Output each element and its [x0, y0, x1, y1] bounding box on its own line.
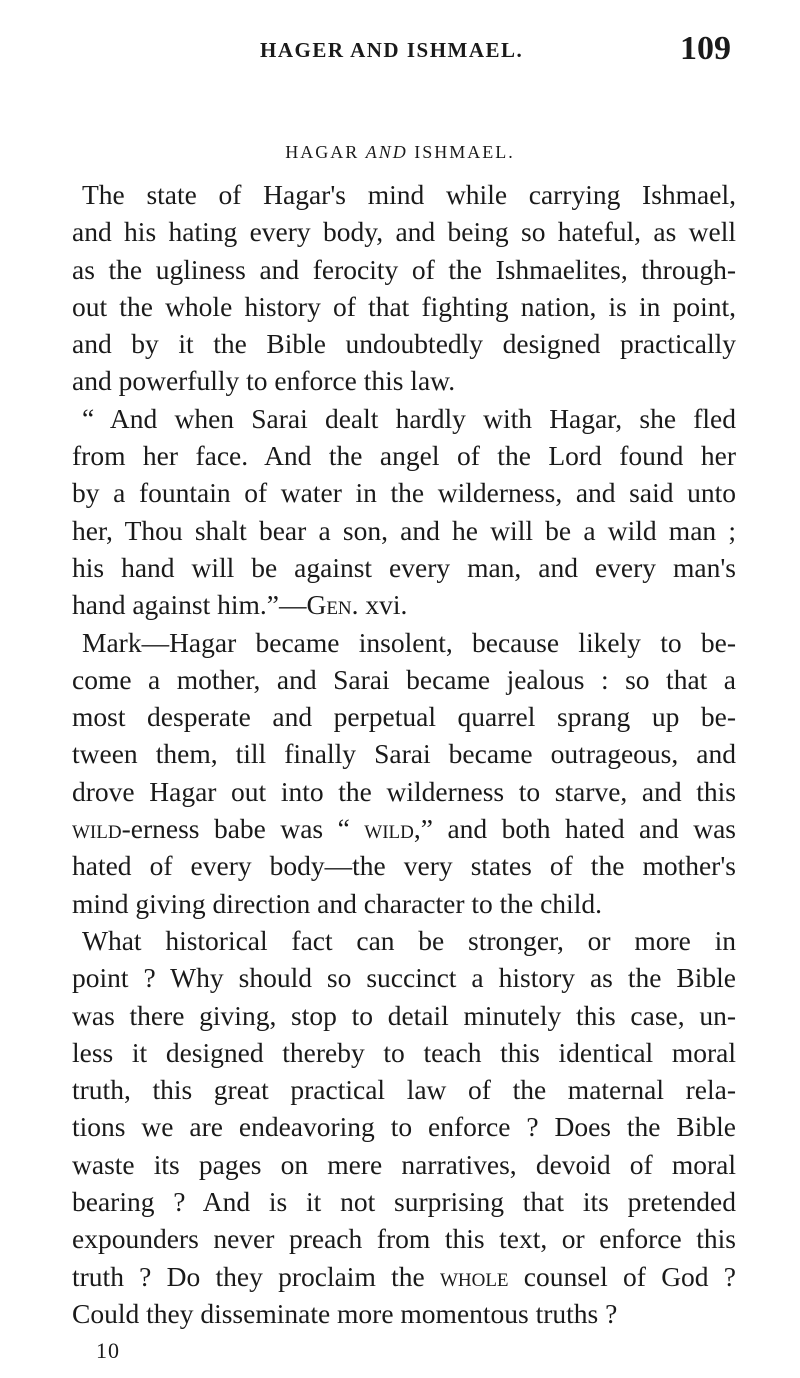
text-line: and by it the Bible undoubtedly designed practically: [72, 328, 736, 360]
small-caps-word: wild: [364, 813, 414, 845]
text-line: waste its pages on mere narratives, devoid of moral: [72, 1148, 736, 1180]
text-line: [72, 1258, 736, 1295]
scripture-reference: Gen.: [306, 589, 359, 621]
text-line: his hand will be against every man, and every man's: [72, 551, 736, 583]
text-line: [72, 586, 736, 623]
text-line: as the ugliness and ferocity of the Ishmaelites, through-: [72, 253, 736, 285]
text-line: Could they disseminate more momentous truths ?: [72, 1297, 618, 1329]
section-title: [0, 142, 800, 163]
text-line: bearing ? And is it not surprising that its pretended: [72, 1186, 736, 1218]
text-fragment: truth ? Do they proclaim the: [72, 1260, 440, 1292]
section-title-part3: ISHMAEL.: [414, 142, 515, 162]
text-line: and powerfully to enforce this law.: [72, 365, 456, 397]
text-line: out the whole history of that fighting nation, is in point,: [72, 290, 736, 322]
text-line: [72, 810, 736, 847]
section-title-part1: HAGAR: [285, 142, 360, 162]
text-line: Mark—Hagar became insolent, because likely to be-: [82, 626, 736, 658]
text-line: and his hating every body, and being so hateful, as well: [72, 216, 736, 248]
text-line: most desperate and perpetual quarrel sprang up be-: [72, 701, 736, 733]
small-caps-word: whole: [439, 1260, 509, 1292]
text-line: hated of every body—the very states of the mother's: [72, 850, 736, 882]
running-head: [0, 30, 800, 70]
body-text: [72, 176, 736, 1332]
text-line: from her face. And the angel of the Lord found her: [72, 440, 736, 472]
text-fragment: -erness babe was “: [121, 813, 365, 845]
running-title: HAGER AND ISHMAEL.: [260, 38, 524, 62]
section-title-part2: AND: [365, 142, 408, 162]
text-line: less it designed thereby to teach this identical moral: [72, 1036, 736, 1068]
text-line: drove Hagar out into the wilderness to starve, and this: [72, 775, 736, 807]
signature-mark: 10: [96, 1338, 120, 1363]
text-line: “ And when Sarai dealt hardly with Hagar, she fled: [82, 402, 736, 434]
text-line: mind giving direction and character to the child.: [72, 887, 602, 919]
text-line: The state of Hagar's mind while carrying Ishmael,: [82, 179, 736, 210]
text-line: was there giving, stop to detail minutely this case, un-: [72, 999, 736, 1031]
text-fragment: xvi.: [358, 589, 408, 621]
text-line: come a mother, and Sarai became jealous : so that a: [72, 663, 736, 695]
text-fragment: counsel of God ?: [508, 1260, 737, 1292]
text-line: tions we are endeavoring to enforce ? Does the Bible: [72, 1111, 736, 1143]
text-line: What historical fact can be stronger, or more in: [82, 924, 736, 956]
small-caps-word: wild: [72, 813, 122, 845]
text-line: tween them, till finally Sarai became outrageous, and: [72, 738, 736, 770]
text-fragment: ,” and both hated and was: [413, 813, 737, 845]
text-line: expounders never preach from this text, or enforce this: [72, 1223, 736, 1255]
text-fragment: hand against him.”—: [72, 589, 307, 621]
page-number: 109: [680, 30, 731, 67]
text-line: by a fountain of water in the wilderness, and said unto: [72, 477, 736, 509]
text-line: truth, this great practical law of the maternal rela-: [72, 1074, 736, 1106]
text-line: point ? Why should so succinct a history as the Bible: [72, 962, 736, 994]
text-line: her, Thou shalt bear a son, and he will be a wild man ;: [72, 514, 736, 546]
